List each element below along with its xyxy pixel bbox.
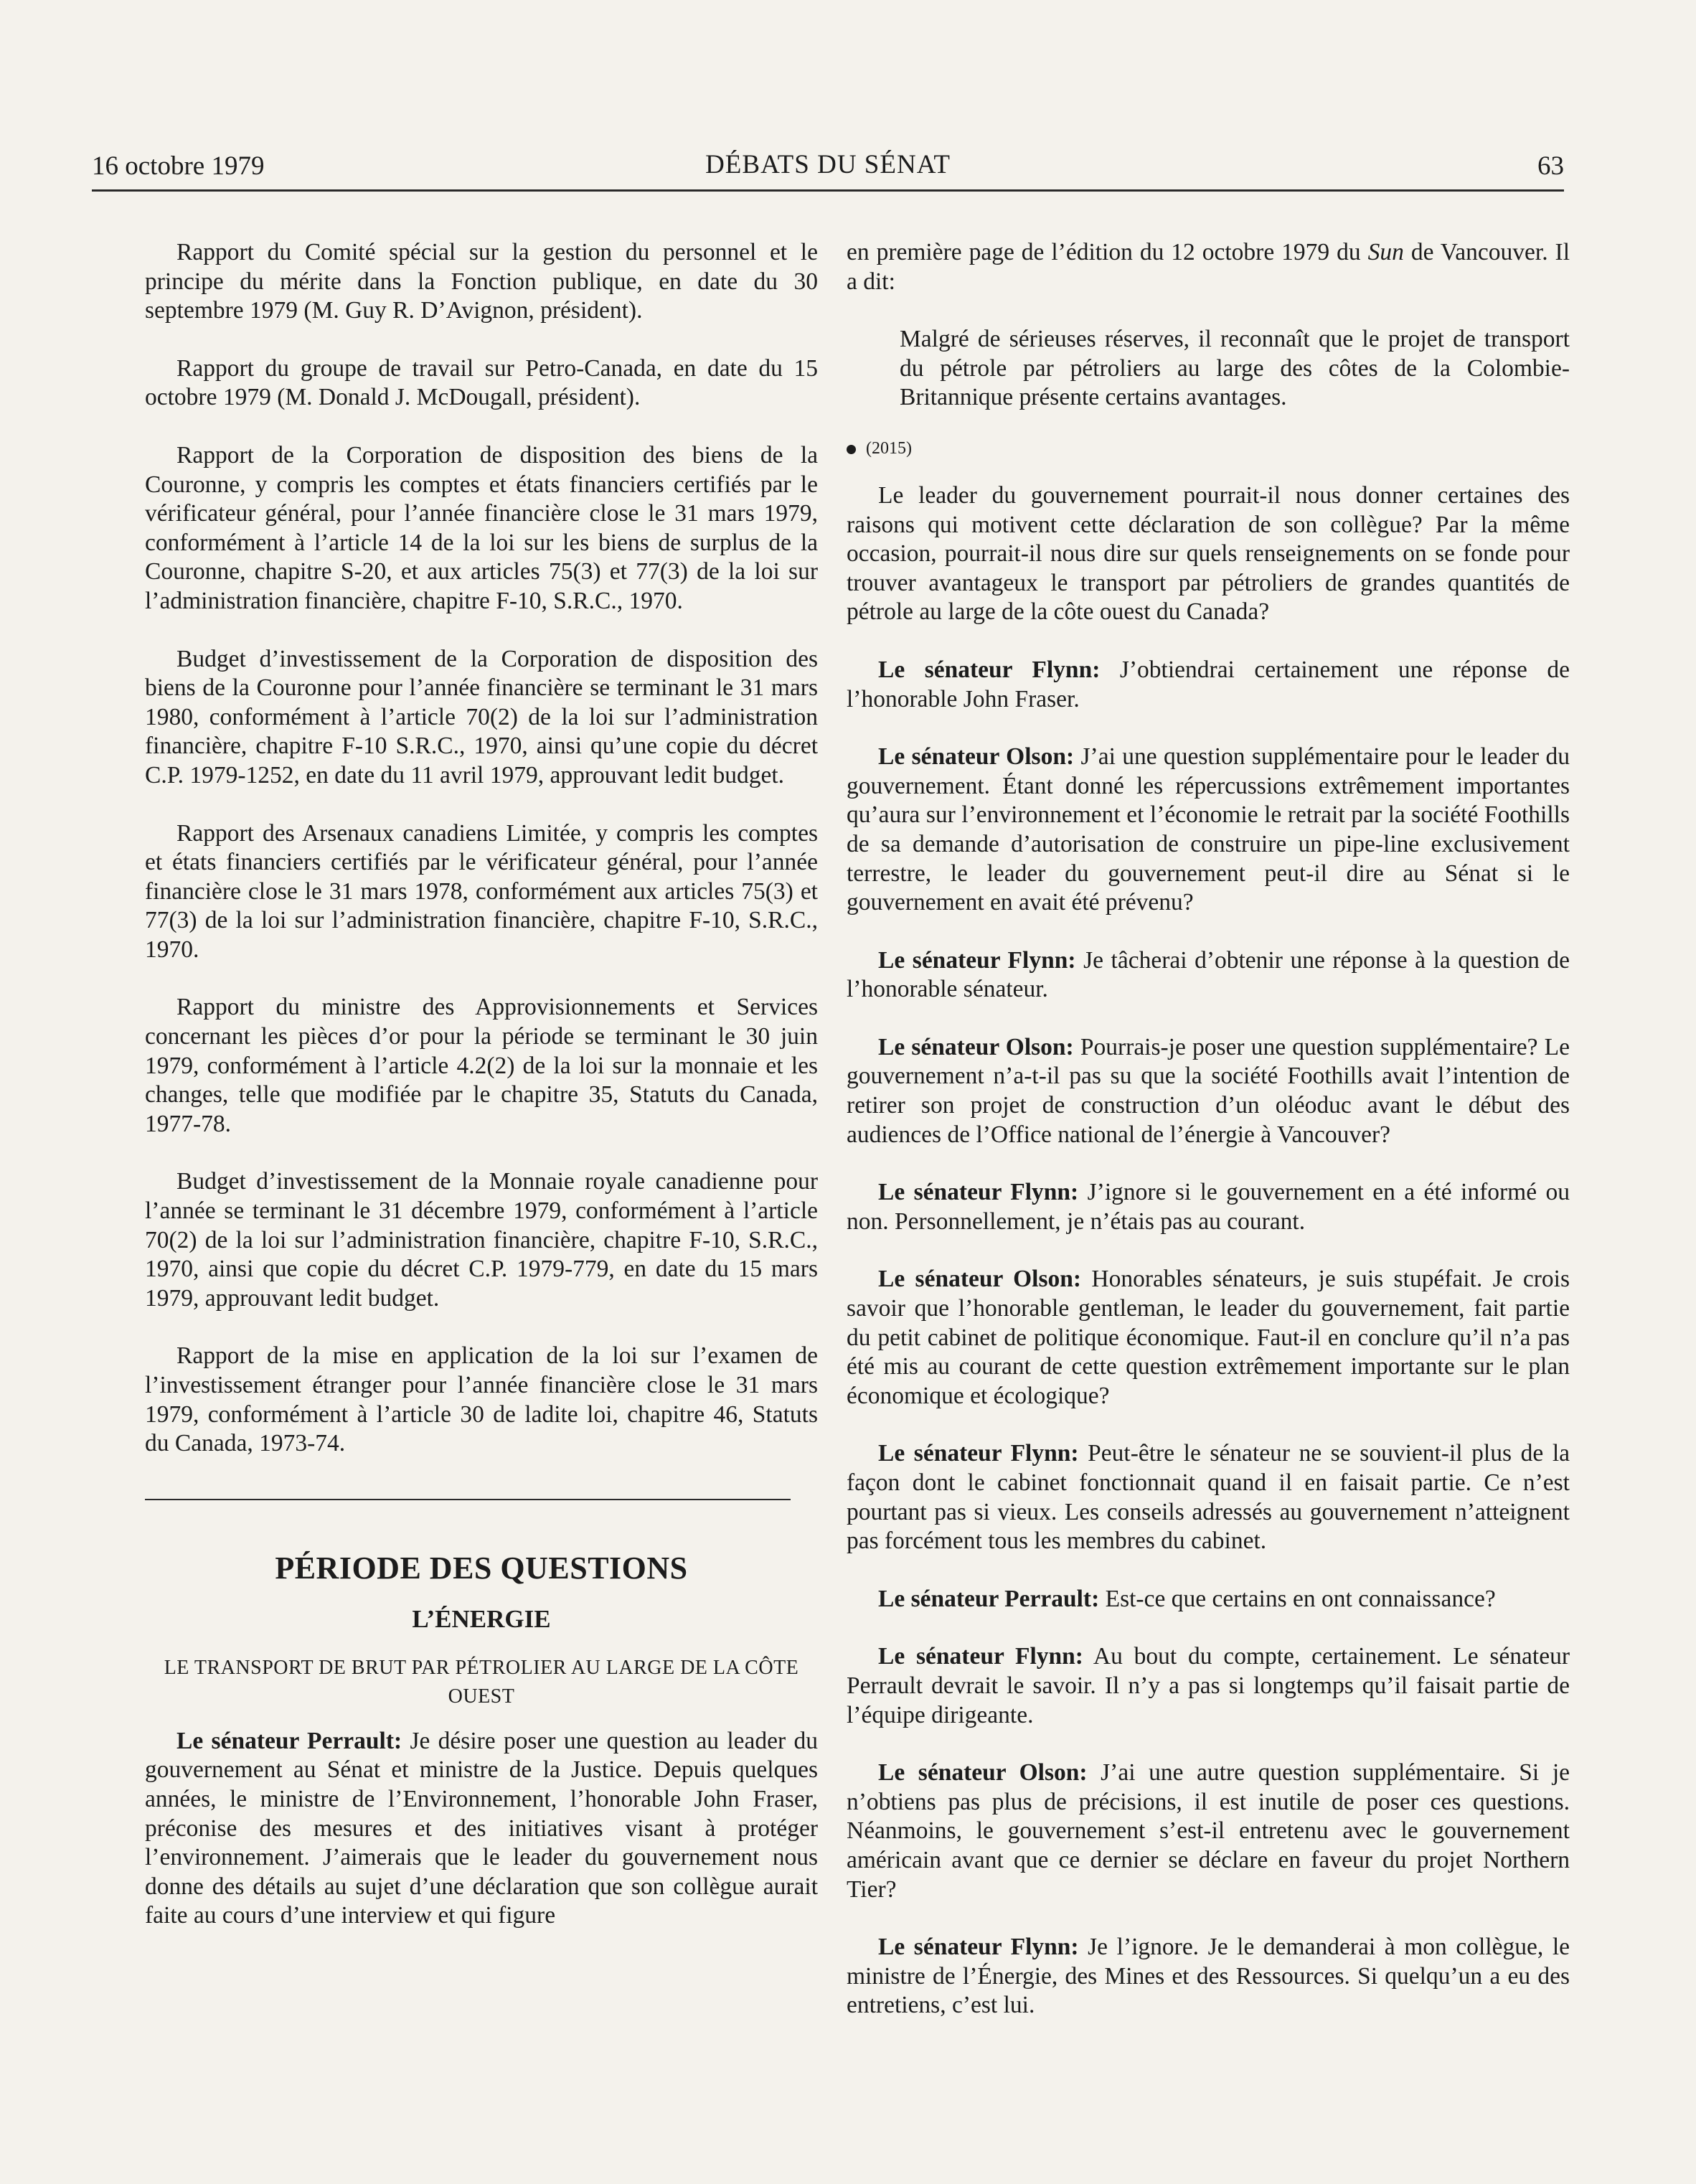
report-paragraph: Rapport du groupe de travail sur Petro-Canada, en date du 15 octobre 1979 (M. Donald J. McDougall, président). (145, 354, 818, 411)
time-marker (847, 434, 1570, 463)
speech-paragraph (847, 1933, 1570, 2020)
speaker-name: Le sénateur Flynn: (878, 1934, 1079, 1961)
speech-text: Je l’ignore. Je le demanderai à mon collègue, le ministre de l’Énergie, des Mines et des Ressources. Si quelqu’un a eu des entretiens, c’est lui. (847, 1934, 1570, 2019)
speech-paragraph (847, 1265, 1570, 1411)
speech-text: J’ai une autre question supplémentaire. Si je n’obtiens pas plus de précisions, il est inutile de poser ces questions. Néanmoins, le gouvernement s’est-il entretenu avec le gouvernement américain avant que ce dernier se déclare en faveur du projet Northern Tier? (847, 1759, 1570, 1903)
report-paragraph: Rapport des Arsenaux canadiens Limitée, y compris les comptes et états financiers certifiés par le vérificateur général, pour l’année financière close le 31 mars 1978, conformément aux articles 75(3) et 77(3) de la loi sur l’administration financière, chapitre F-10, S.R.C., 1970. (145, 819, 818, 963)
speech-paragraph (847, 656, 1570, 714)
speech-text: J’ai une question supplémentaire pour le leader du gouvernement. Étant donné les répercussions extrêmement importantes qu’aura sur l’environnement et l’économie le retrait par la société Foothills de sa demande d’autorisation de construire un pipe-line exclusivement terrestre, le leader du gouvernement peut-il dire au Sénat si le gouvernement en avait été prévenu? (847, 743, 1570, 916)
speech-text: Je tâcherai d’obtenir une réponse à la question de l’honorable sénateur. (847, 946, 1570, 1003)
speech-paragraph (847, 743, 1570, 918)
speech-paragraph (847, 946, 1570, 1004)
speech-text: Je désire poser une question au leader du gouvernement au Sénat et ministre de la Justice. Depuis quelques années, le ministre de l’Environnement, l’honorable John Fraser, préconise des mesures et des initiatives visant à protéger l’environnement. J’aimerais que le leader du gouvernement nous donne des détails au sujet d’une déclaration que son collègue aurait faite au cours d’une interview et qui figure (145, 1727, 818, 1929)
speech-text: J’ignore si le gouvernement en a été informé ou non. Personnellement, je n’étais pas au courant. (847, 1179, 1570, 1235)
speech-text: Peut-être le sénateur ne se souvient-il plus de la façon dont le cabinet fonctionnait quand il en faisait partie. Ce n’est pourtant pas si vieux. Les conseils adressés au gouvernement n’atteignent pas forcément tous les membres du cabinet. (847, 1440, 1570, 1555)
speaker-name: Le sénateur Perrault: (878, 1585, 1100, 1612)
report-paragraph: Rapport de la mise en application de la loi sur l’examen de l’investissement étranger pour l’année financière close le 31 mars 1979, conformément à l’article 30 de ladite loi, chapitre 46, Statuts du Canada, 1973-74. (145, 1342, 818, 1457)
speech-text: J’obtiendrai certainement une réponse de l’honorable John Fraser. (847, 656, 1570, 712)
report-paragraph: Rapport du Comité spécial sur la gestion du personnel et le principe du mérite dans la Fonction publique, en date du 30 septembre 1979 (M. Guy R. D’Avignon, président). (145, 239, 818, 324)
left-column (145, 238, 818, 1959)
speaker-name: Le sénateur Perrault: (176, 1727, 402, 1754)
continuation-text: en première page de l’édition du 12 octobre 1979 du (847, 239, 1368, 265)
header-date: 16 octobre 1979 (92, 151, 265, 181)
speaker-name: Le sénateur Olson: (878, 1033, 1074, 1060)
topic-title: LE TRANSPORT DE BRUT PAR PÉTROLIER AU LARGE DE LA CÔTE OUEST (164, 1656, 799, 1708)
continuation-paragraph (847, 238, 1570, 296)
speaker-name: Le sénateur Olson: (878, 1759, 1088, 1787)
speech-text: Au bout du compte, certainement. Le sénateur Perrault devrait le savoir. Il n’y a pas si longtemps qu’il faisait partie de l’équipe dirigeante. (847, 1643, 1570, 1728)
report-paragraph: Budget d’investissement de la Monnaie royale canadienne pour l’année se terminant le 31 décembre 1979, conformément à l’article 70(2) de la loi sur l’administration financière, chapitre F-10, S.R.C., 1970, ainsi que copie du décret C.P. 1979-779, en date du 15 mars 1979, approuvant ledit budget. (145, 1168, 818, 1312)
speech-paragraph (847, 1585, 1570, 1614)
speaker-name: Le sénateur Flynn: (878, 946, 1076, 974)
speaker-name: Le sénateur Flynn: (878, 1440, 1079, 1467)
speech-text: Honorables sénateurs, je suis stupéfait. Je crois savoir que l’honorable gentleman, le leader du gouvernement, fait partie du petit cabinet de politique économique. Faut-il en conclure qu’il n’a pas été mis au courant de cette question extrêmement importante sur le plan économique et écologique? (847, 1266, 1570, 1409)
block-quote: Malgré de sérieuses réserves, il reconnaît que le projet de transport du pétrole par pétroliers au large des côtes de la Colombie-Britannique présente certains avantages. (900, 326, 1570, 411)
exchanges-list (847, 656, 1570, 2020)
speaker-name: Le sénateur Flynn: (878, 1179, 1079, 1206)
newspaper-name: Sun (1367, 239, 1404, 265)
section-divider (145, 1499, 791, 1500)
speech-paragraph (847, 1642, 1570, 1730)
speech-paragraph (847, 1178, 1570, 1236)
continuation-text: de Vancouver. Il a dit: (847, 239, 1570, 295)
time-marker-text: (2015) (866, 438, 912, 458)
speaker-name: Le sénateur Olson: (878, 1266, 1082, 1293)
question-paragraph: Le leader du gouvernement pourrait-il nous donner certaines des raisons qui motivent cette déclaration de son collègue? Par la même occasion, pourrait-il nous dire sur quels renseignements on se fonde pour trouver avantageux le transport par pétroliers de grandes quantités de pétrole au large de la côte ouest du Canada? (847, 481, 1570, 626)
speech-paragraph (847, 1439, 1570, 1555)
page-header (92, 146, 1564, 192)
report-paragraph: Rapport du ministre des Approvisionnements et Services concernant les pièces d’or pour la période se terminant le 30 juin 1979, conformément à l’article 4.2(2) de la loi sur la monnaie et les changes, telle que modifiée par le chapitre 35, Statuts du Canada, 1977-78. (145, 994, 818, 1137)
speech-paragraph (847, 1033, 1570, 1149)
speaker-name: Le sénateur Flynn: (878, 1643, 1083, 1670)
report-paragraph: Budget d’investissement de la Corporation de disposition des biens de la Couronne pour l’année financière se terminant le 31 mars 1980, conformément à l’article 70(2) de la loi sur l’administration financière, chapitre F-10 S.R.C., 1970, ainsi qu’une copie du décret C.P. 1979-1252, en date du 11 avril 1979, approuvant ledit budget. (145, 645, 818, 789)
report-paragraph: Rapport de la Corporation de disposition des biens de la Couronne, y compris les comptes et états financiers certifiés par le vérificateur général, pour l’année financière close le 31 mars 1979, conformément à l’article 14 de la loi sur les biens de surplus de la Couronne, chapitre S-20, et aux articles 75(3) et 77(3) de la loi sur l’administration financière, chapitre F-10, S.R.C., 1970. (145, 441, 818, 614)
speech-text: Pourrais-je poser une question supplémentaire? Le gouvernement n’a-t-il pas su que la société Foothills avait l’intention de retirer son projet de construction d’un oléoduc avant le début des audiences de l’Office national de l’énergie à Vancouver? (847, 1033, 1570, 1148)
page-number: 63 (1537, 151, 1564, 181)
speech-paragraph (145, 1727, 818, 1931)
speech-text: Est-ce que certains en ont connaissance? (1099, 1585, 1496, 1612)
right-column (847, 238, 1570, 2049)
speaker-name: Le sénateur Olson: (878, 743, 1075, 771)
speaker-name: Le sénateur Flynn: (878, 656, 1101, 683)
speech-paragraph (847, 1759, 1570, 1904)
subject-title: L’ÉNERGIE (412, 1604, 551, 1633)
bullet-icon (847, 445, 856, 454)
section-title: PÉRIODE DES QUESTIONS (275, 1550, 688, 1586)
header-title: DÉBATS DU SÉNAT (705, 150, 951, 179)
